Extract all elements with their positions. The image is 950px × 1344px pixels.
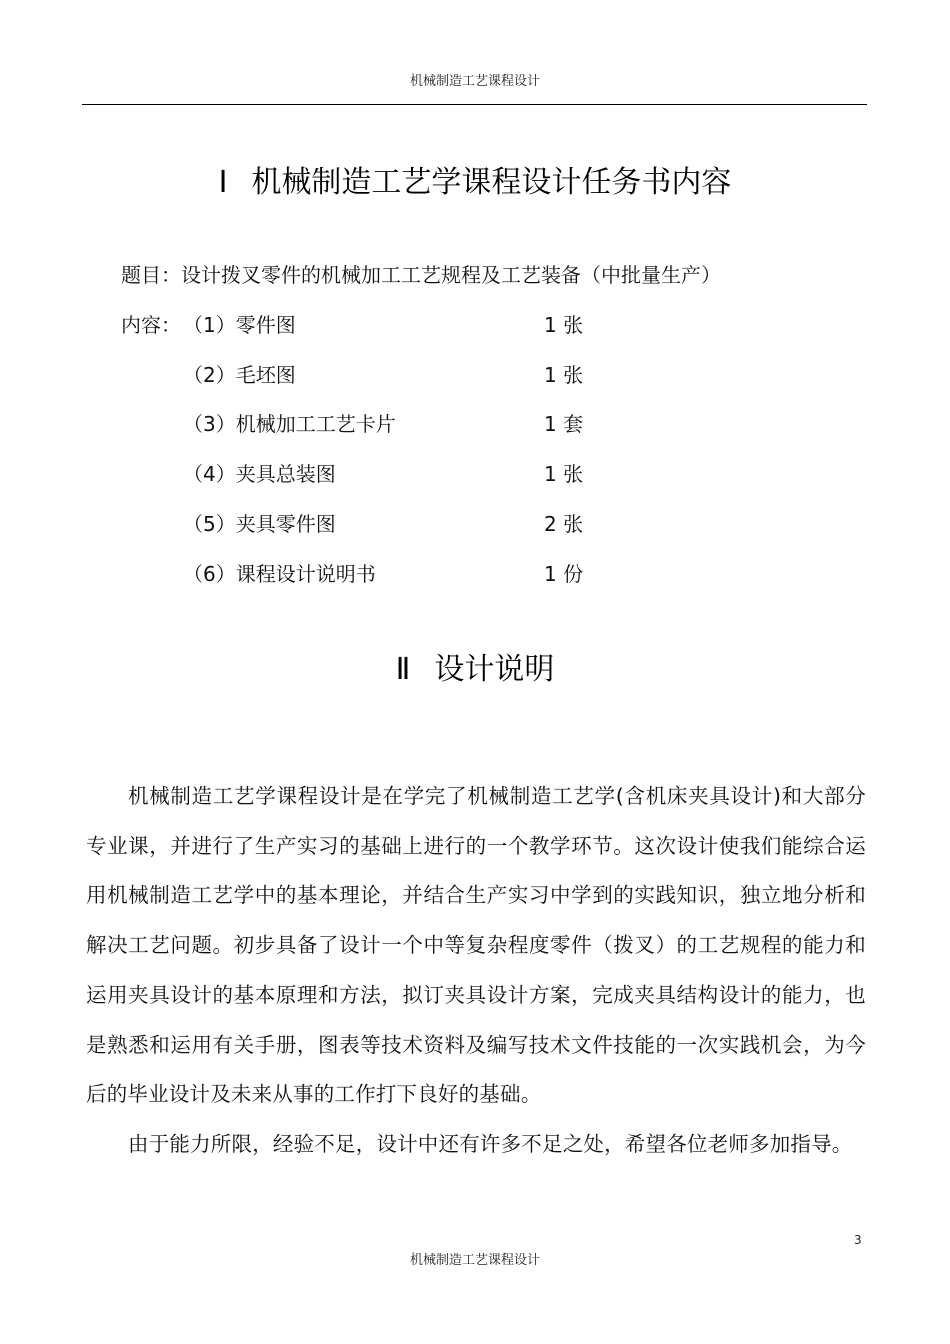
contents-item xyxy=(183,558,643,588)
page-header: 机械制造工艺课程设计 xyxy=(409,74,540,89)
item-name: （5）夹具零件图 xyxy=(183,512,336,536)
item-name: （2）毛坯图 xyxy=(183,363,296,387)
item-name: （3）机械加工工艺卡片 xyxy=(183,412,396,436)
item-name: （6）课程设计说明书 xyxy=(183,562,376,586)
contents-item xyxy=(183,458,643,488)
item-quantity: 1 套 xyxy=(544,412,584,436)
body-paragraph-2 xyxy=(86,1120,866,1170)
page-number: 3 xyxy=(854,1233,862,1247)
contents-label: 内容： xyxy=(121,313,181,337)
paragraph-text: 机械制造工艺学课程设计是在学完了机械制造工艺学(含机床夹具设计)和大部分专业课，并进行了生产实习的基础上进行的一个教学环节。这次设计使我们能综合运用机械制造工艺学中的基本理论，并结合生产实习中学到的实践知识，独立地分析和解决工艺问题。初步具备了设计一个中等复杂程度零件（拨叉）的工艺规程的能力和运用夹具设计的基本原理和方法，拟订夹具设计方案，完成夹具结构设计的能力，也是熟悉和运用有关手册，图表等技术资料及编写技术文件技能的一次实践机会，为今后的毕业设计及未来从事的工作打下良好的基础。 xyxy=(86,784,866,1107)
section-title-text: 设计说明 xyxy=(434,652,555,687)
body-paragraph-1 xyxy=(86,772,866,1120)
item-name: （4）夹具总装图 xyxy=(183,462,336,486)
contents-item xyxy=(183,508,643,538)
contents-item xyxy=(183,359,643,389)
item-quantity: 1 份 xyxy=(544,562,584,586)
section-heading-2 xyxy=(0,644,950,688)
item-quantity: 1 张 xyxy=(544,313,584,337)
paragraph-text: 由于能力所限，经验不足，设计中还有许多不足之处，希望各位老师多加指导。 xyxy=(128,1132,853,1156)
item-quantity: 1 张 xyxy=(544,363,584,387)
contents-item xyxy=(183,408,643,438)
item-quantity: 1 张 xyxy=(544,462,584,486)
section-number: Ⅱ xyxy=(395,652,411,687)
header-divider xyxy=(82,104,867,105)
section-number: Ⅰ xyxy=(218,165,228,200)
item-quantity: 2 张 xyxy=(544,512,584,536)
contents-item xyxy=(183,309,643,339)
section-heading-1 xyxy=(0,157,950,201)
section-title-text: 机械制造工艺学课程设计任务书内容 xyxy=(251,165,732,200)
assignment-topic: 题目：设计拨叉零件的机械加工工艺规程及工艺装备（中批量生产） xyxy=(121,263,721,287)
page-footer: 机械制造工艺课程设计 xyxy=(409,1253,540,1268)
item-name: （1）零件图 xyxy=(183,313,296,337)
